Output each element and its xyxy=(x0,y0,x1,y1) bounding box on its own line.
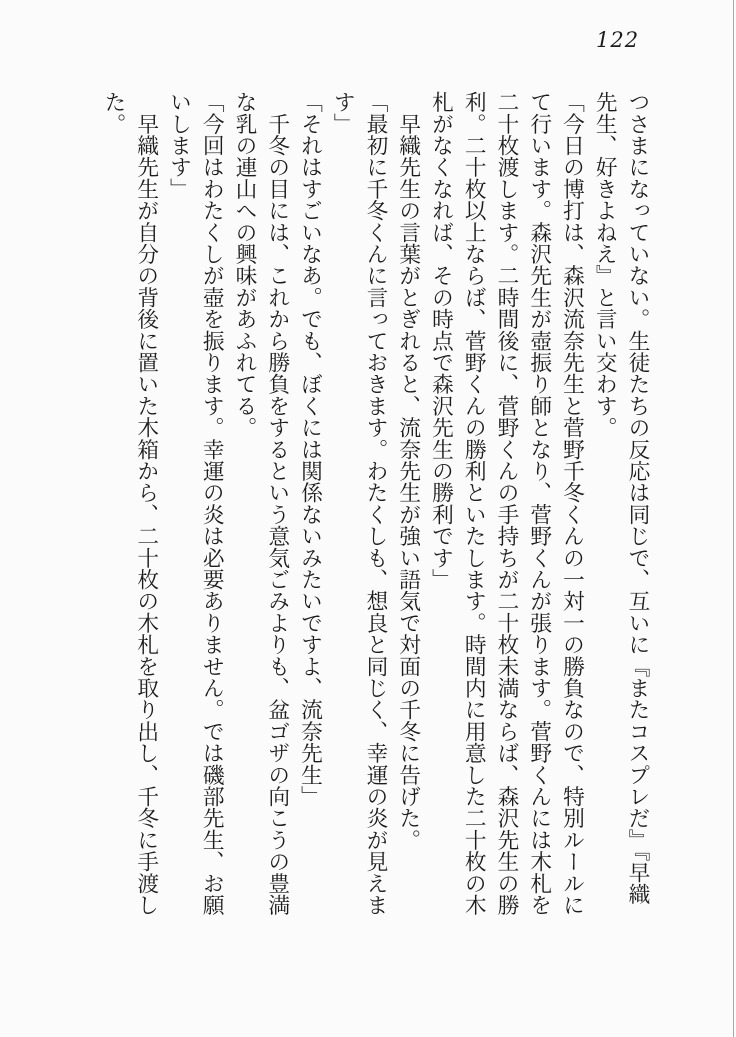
text-column: す」 xyxy=(330,91,356,135)
vertical-text-block xyxy=(91,91,648,919)
page-edge-line xyxy=(733,0,735,1037)
text-column: いします」 xyxy=(166,91,192,200)
text-column: 二十枚渡します。二時間後に、菅野くんの手持ちが二十枚未満ならば、森沢先生の勝 xyxy=(494,91,519,916)
text-column: 「最初に千冬くんに言っておきます。わたくしも、想良と同じく、幸運の炎が見えま xyxy=(363,91,388,916)
text-column: 「今日の博打は、森沢流奈先生と菅野千冬くんの一対一の勝負なので、特別ルールに xyxy=(559,91,585,916)
text-column: た。 xyxy=(101,91,126,135)
text-column: 早織先生が自分の背後に置いた木箱から、二十枚の木札を取り出し、千冬に手渡し xyxy=(133,91,159,916)
text-column: つさまになっていない。生徒たちの反応は同じで、互いに『またコスプレだ』『早織 xyxy=(625,91,650,905)
text-column: 「今回はわたくしが壺を振ります。幸運の炎は必要ありません。では磯部先生、お願 xyxy=(199,91,225,916)
text-column: な乳の連山への興味があふれてる。 xyxy=(232,91,257,439)
page-number: 122 xyxy=(596,28,640,52)
text-column: 利。二十枚以上ならば、菅野くんの勝利といたします。時間内に用意した二十枚の木 xyxy=(461,91,487,916)
text-column: 千冬の目には、これから勝負をするという意気ごみよりも、盆ゴザの向こうの豊満 xyxy=(264,91,290,916)
text-column: 早織先生の言葉がとぎれると、流奈先生が強い語気で対面の千冬に告げた。 xyxy=(395,91,421,851)
text-column: 札がなくなれば、その時点で森沢先生の勝利です」 xyxy=(428,91,454,591)
text-column: 先生、好きよねえ』と言い交わす。 xyxy=(592,91,618,439)
text-column: 「それはすごいなあ。でも、ぼくには関係ないみたいですよ、流奈先生」 xyxy=(297,91,323,808)
text-column: て行います。森沢先生が壺振り師となり、菅野くんが張ります。菅野くんには木札を xyxy=(526,91,552,916)
